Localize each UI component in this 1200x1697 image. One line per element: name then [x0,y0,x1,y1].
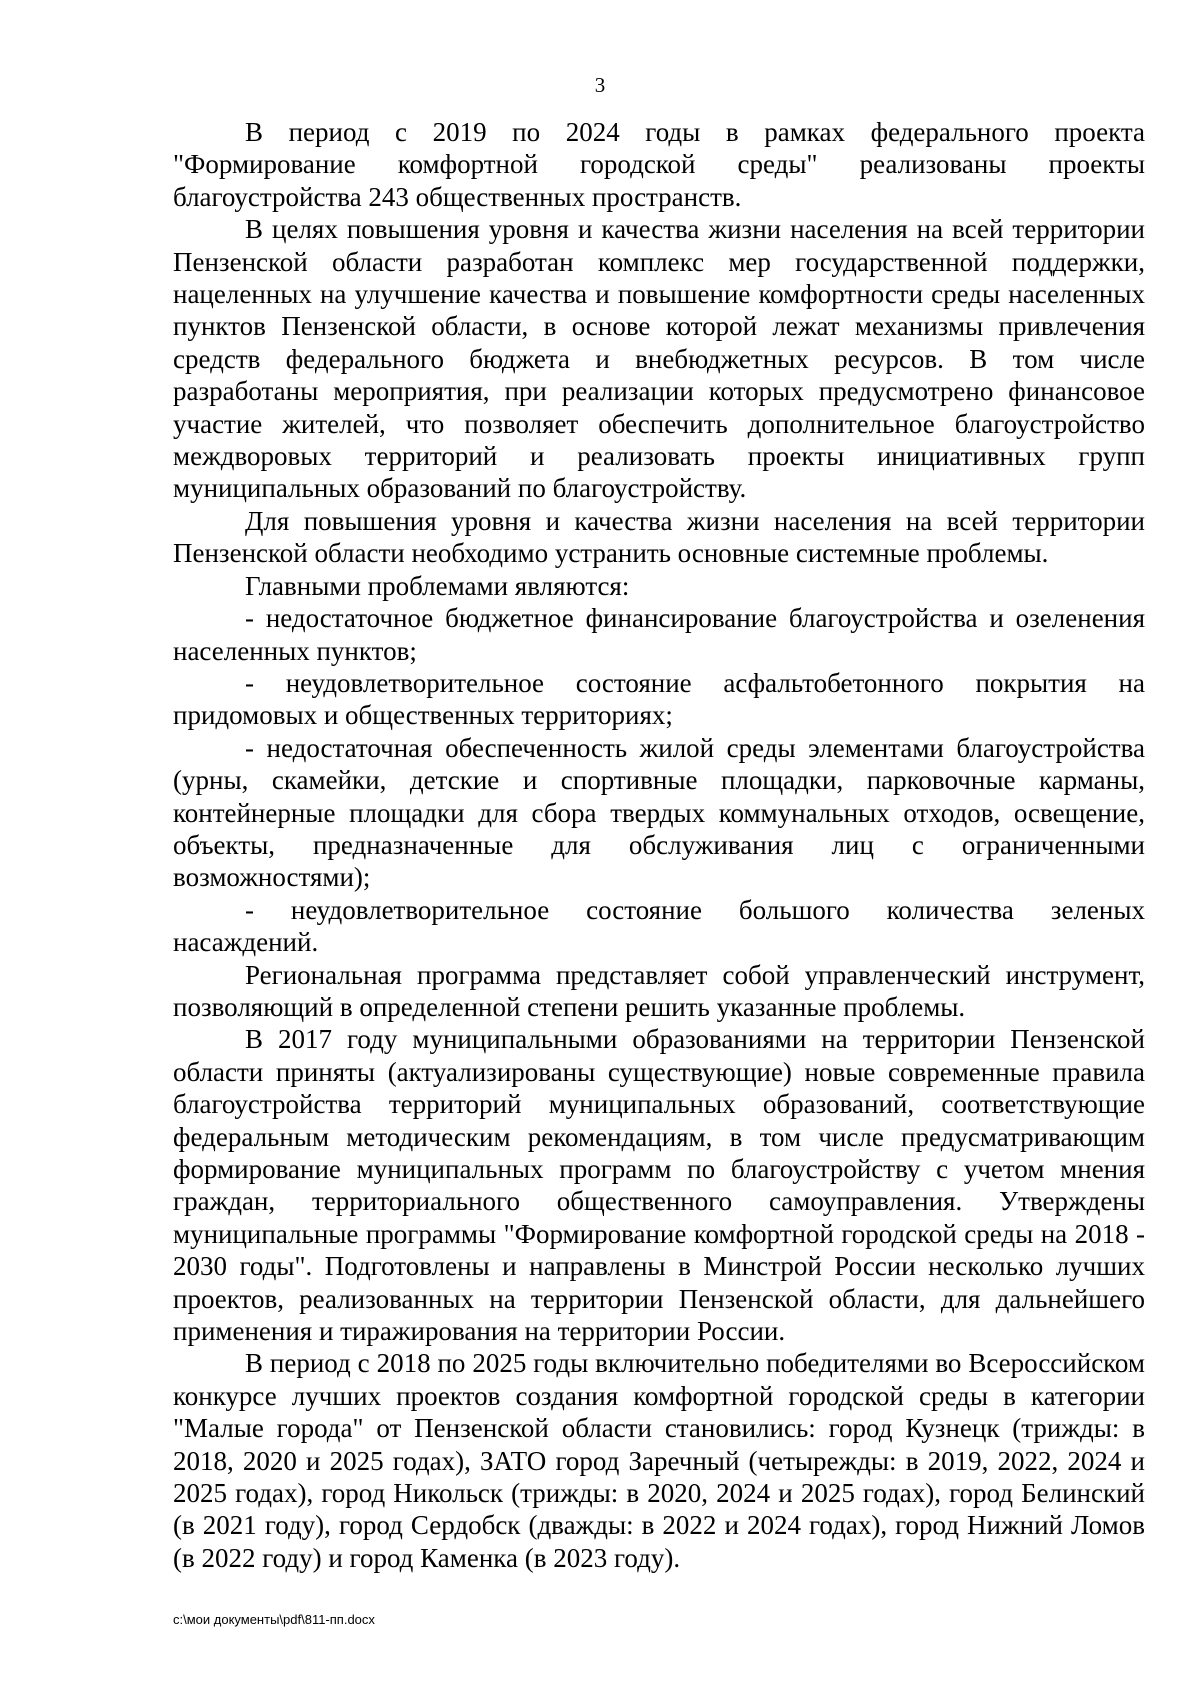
paragraph-regional-program: Региональная программа представляет собой управленческий инструмент, позволяющий в определенной степени решить указанные проблемы. [173,959,1145,1022]
list-item-amenities: - недостаточная обеспеченность жилой среды элементами благоустройства (урны, скамейки, детские и спортивные площадки, парковочные карманы, контейнерные площадки для сбора твердых коммунальных отходов, освещение, объекты, предназначенные для обслуживания лиц с ограниченными возможностями); [173,732,1145,893]
paragraph-system-problems: Для повышения уровня и качества жизни населения на всей территории Пензенской области необходимо устранить основные системные проблемы. [173,505,1145,569]
list-item-asphalt: - неудовлетворительное состояние асфальтобетонного покрытия на придомовых и общественных территориях; [173,667,1145,731]
list-item-green-spaces: - неудовлетворительное состояние большого количества зеленых насаждений. [173,894,1145,958]
paragraph-contest-winners: В период с 2018 по 2025 годы включительно победителями во Всероссийском конкурсе лучших проектов создания комфортной городской среды в категории "Малые города" от Пензенской области становились: город Кузнецк (трижды: в 2018, 2020 и 2025 годах), ЗАТО город Заречный (четырежды: в 2019, 2022, 2024 и 2025 годах), город Никольск (трижды: в 2020, 2024 и 2025 годах), город Белинский (в 2021 году), город Сердобск (дважды: в 2022 и 2024 годах), город Нижний Ломов (в 2022 году) и город Каменка (в 2023 году). [173,1348,1145,1573]
document-body [173,116,1145,1574]
footer-file-path: c:\мои документы\pdf\811-пп.docx [173,1612,375,1627]
list-item-funding: - недостаточное бюджетное финансирование благоустройства и озеленения населенных пунктов; [173,603,1145,666]
paragraph-state-support: В целях повышения уровня и качества жизни населения на всей территории Пензенской области разработан комплекс мер государственной поддержки, нацеленных на улучшение качества и повышение комфортности среды населенных пунктов Пензенской области, в основе которой лежат механизмы привлечения средств федерального бюджета и внебюджетных ресурсов. В том числе разработаны мероприятия, при реализации которых предусмотрено финансовое участие жителей, что позволяет обеспечить дополнительное благоустройство междворовых территорий и реализовать проекты инициативных групп муниципальных образований по благоустройству. [173,214,1145,504]
paragraph-public-spaces: В период с 2019 по 2024 годы в рамках федерального проекта "Формирование комфортной городской среды" реализованы проекты благоустройства 243 общественных пространств. [173,117,1145,212]
paragraph-main-problems-heading: Главными проблемами являются: [245,570,630,601]
page-number: 3 [594,73,606,97]
paragraph-2017-rules: В 2017 году муниципальными образованиями на территории Пензенской области приняты (актуализированы существующие) новые современные правила благоустройства территорий муниципальных образований, соответствующие федеральным методическим рекомендациям, в том числе предусматривающим формирование муниципальных программ по благоустройству с учетом мнения граждан, территориального общественного самоуправления. Утверждены муниципальные программы "Формирование комфортной городской среды на 2018 - 2030 годы". Подготовлены и направлены в Минстрой России несколько лучших проектов, реализованных на территории Пензенской области, для дальнейшего применения и тиражирования на территории России. [173,1024,1145,1347]
